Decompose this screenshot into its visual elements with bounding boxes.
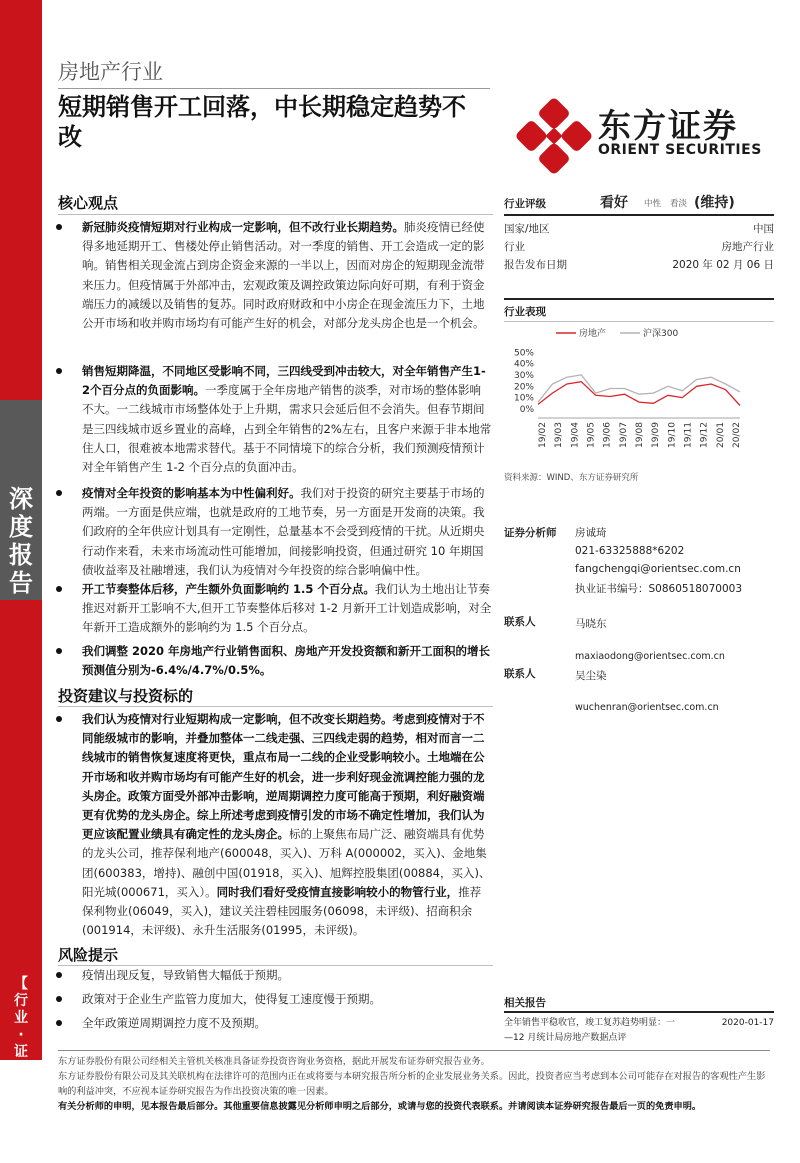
analyst-email[interactable]: fangchengqi@orientsec.com.cn	[575, 563, 741, 575]
perf-divider-top	[504, 298, 774, 300]
x-tick-label: 20/02	[732, 422, 742, 448]
info-value-industry: 房地产行业	[721, 241, 774, 253]
y-tick-label: 0%	[519, 404, 534, 415]
related-title: 相关报告	[504, 997, 546, 1009]
invest-paragraph: 我们认为疫情对行业短期构成一定影响，但不改变长期趋势。考虑到疫情对于不同能级城市的影响，并叠加整体一二线走强、三四线走弱的趋势，相对而言一二线城市的销售恢复速度将更快，重点布局一二线的企业受影响较小。土地端在公开市场和收并购市场均有可能产生好的机会，进一步利好现金流调控能力强的龙头房企。政策方面受外部冲击影响，逆周期调控力度可能高于预期，利好融资端更有优势的龙头房企。综上所述考虑到疫情引发的市场不确定性增加，我们认为更应该配置业绩具有确定性的龙头房企。标的上聚焦布局广泛、融资端具有优势的龙头公司，推荐保利地产(600048，买入)、万科 A(000002，买入)、金地集团(600383，增持)、融创中国(01918，买入)、旭辉控股集团(00884，买入)、阳光城(000671，买入）。同时我们看好受疫情直接影响较小的物管行业，推荐保利物业(06049，买入)，建议关注碧桂园服务(06098，未评级)、招商积余(001914，未评级)、永升生活服务(01995，未评级)。	[62, 710, 492, 940]
info-key-industry: 行业	[504, 241, 525, 253]
footer-disclaimer: 东方证券股份有限公司经相关主管机关核准具备证券投资咨询业务资格，据此开展发布证券研究报告业务。 东方证券股份有限公司及其关联机构在法律许可的范围内正在或将要与本研究报告所分析的企业发展业务关系。因此，投资者应当考虑到本公司可能存在对报告的客观性产生影响的利益冲突，不应视本证券研究报告为作出投资决策的唯一因素。 有关分析师的申明，见本报告最后部分。其他重要信息披露见分析师申明之后部分，或请与您的投资代表联系。并请阅读本证券研究报告最后一页的免责申明。	[58, 1056, 766, 1112]
invest-divider	[58, 706, 493, 707]
info-key-date: 报告发布日期	[504, 259, 567, 271]
report-title: 短期销售开工回落，中长期稳定趋势不 改	[58, 93, 466, 151]
core-viewpoint-title: 核心观点	[58, 194, 119, 212]
series-line	[538, 375, 740, 402]
bullet-icon	[56, 224, 62, 230]
x-tick-label: 20/01	[715, 422, 726, 448]
analyst-name: 房诚琦	[575, 527, 607, 539]
report-category-vertical: 【 行 业 · 证 券 研 究 报 告 】	[14, 976, 28, 1162]
info-value-date: 2020 年 02 月 06 日	[672, 259, 774, 271]
bullet-icon	[56, 1020, 62, 1026]
contact-block-1	[504, 612, 774, 662]
rating-option-neutral: 中性	[644, 199, 662, 209]
rating-value: 看好	[600, 195, 628, 211]
x-tick-label: 19/12	[699, 422, 710, 448]
perf-divider	[504, 321, 774, 322]
y-tick-label: 50%	[513, 348, 534, 359]
y-tick-label: 10%	[513, 393, 534, 404]
analyst-phone: 021-63325888*6202	[575, 545, 685, 557]
core-point-2: 销售短期降温，不同地区受影响不同，三四线受到冲击较大，对全年销售产生1-2个百分点的负面影响。一季度属于全年房地产销售的淡季，对市场的整体影响不大。一二线城市市场整体处于上升期，需求只会延后但不会消失。但春节期间是三四线城市返乡置业的高峰，占到全年销售的2%左右，且客户来源于非本地常住人口，很难被本地需求替代。基于不同情境下的综合分析，我们预测疫情预计对全年销售产生 1-2 个百分点的负面冲击。	[62, 362, 492, 477]
x-tick-label: 19/03	[554, 422, 565, 448]
x-tick-label: 19/05	[586, 422, 597, 448]
rating-row	[504, 192, 774, 212]
info-table	[504, 221, 774, 281]
rating-divider	[504, 214, 774, 216]
invest-section-title: 投资建议与投资标的	[58, 687, 194, 705]
bullet-icon	[56, 996, 62, 1002]
x-tick-label: 19/11	[683, 422, 694, 448]
contact-email[interactable]: wuchenran@orientsec.com.cn	[575, 702, 719, 713]
risk-item-2: 政策对于企业生产监管力度加大，使得复工速度慢于预期。	[62, 990, 492, 1009]
bullet-icon	[56, 586, 62, 592]
related-report-date: 2020-01-17	[721, 1018, 774, 1028]
footer-divider	[58, 1050, 770, 1051]
contact-name: 马晓东	[575, 618, 607, 630]
risk-item-1: 疫情出现反复，导致销售大幅低于预期。	[62, 966, 492, 985]
related-divider	[504, 1011, 774, 1013]
logo-name-en: ORIENT SECURITIES	[598, 142, 762, 158]
x-tick-label: 19/09	[651, 422, 662, 448]
industry-label: 房地产行业	[58, 60, 163, 84]
x-tick-label: 19/02	[538, 422, 548, 448]
chart-source: 资料来源：WIND、东方证券研究所	[504, 473, 639, 483]
legend-label: 沪深300	[643, 329, 679, 339]
info-key-region: 国家/地区	[504, 223, 550, 235]
analyst-cert: 执业证书编号：S0860518070003	[575, 583, 743, 595]
bullet-icon	[56, 972, 62, 978]
bullet-icon	[56, 368, 62, 374]
bullet-icon	[56, 648, 62, 654]
logo-name-cn: 东方证券	[598, 106, 738, 145]
x-tick-label: 19/07	[618, 422, 629, 448]
analyst-block	[504, 525, 774, 605]
core-point-3: 疫情对全年投资的影响基本为中性偏利好。我们对于投资的研究主要基于市场的两端。一方面是供应端，也就是政府的工地节奏，另一方面是开发商的决策。我们政府的全年供应计划具有一定刚性，总量基本不会受到疫情的干扰。从近期央行动作来看，未来市场流动性可能增加，间接影响投资，但通过研究 10 年期国债收益率及社融增速，我们认为疫情对今年投资的综合影响偏中性。	[62, 484, 492, 580]
rating-label: 行业评级	[504, 198, 546, 210]
x-tick-label: 19/04	[570, 422, 581, 448]
x-tick-label: 19/10	[667, 422, 678, 448]
related-report-title: 全年销售平稳收官，竣工复苏趋势明显：一	[504, 1018, 676, 1028]
report-type-vertical: 深 度 报 告	[9, 485, 33, 597]
contact-label: 联系人	[504, 668, 536, 680]
contact-block-2	[504, 664, 774, 724]
rating-option-negative: 看淡	[670, 199, 688, 209]
info-value-region: 中国	[753, 223, 774, 235]
related-report-subtitle: —12 月统计局房地产数据点评	[504, 1033, 627, 1043]
risk-section-title: 风险提示	[58, 946, 119, 964]
y-tick-label: 30%	[513, 370, 534, 381]
bullet-icon	[56, 490, 62, 496]
y-tick-label: 40%	[513, 359, 534, 370]
bullet-icon	[56, 716, 62, 722]
title-divider	[58, 88, 490, 89]
related-report-item[interactable]	[504, 1016, 774, 1052]
rating-maintain: (维持)	[694, 195, 735, 211]
core-divider	[58, 214, 493, 215]
perf-title: 行业表现	[504, 306, 546, 318]
contact-email[interactable]: maxiaodong@orientsec.com.cn	[575, 651, 725, 662]
x-tick-label: 19/08	[635, 422, 645, 448]
core-point-1: 新冠肺炎疫情短期对行业构成一定影响，但不改行业长期趋势。肺炎疫情已经使得多地延期开工、售楼处停止销售活动。对一季度的销售、开工会造成一定的影响。销售相关现金流占到房企资金来源的一半以上，因而对房企的短期现金流带来压力。但疫情属于外部冲击，宏观政策及调控政策边际向好可期，有利于资金端压力的减缓以及销售的复苏。同时政府财政和中小房企在现金流压力下，土地公开市场和收并购市场均有可能产生好的机会，对部分龙头房企也是一个机会。	[62, 218, 492, 333]
analyst-label: 证券分析师	[504, 527, 557, 539]
core-point-5: 我们调整 2020 年房地产行业销售面积、房地产开发投资额和新开工面积的增长预测值分别为-6.4%/4.7%/0.5%。	[62, 642, 492, 680]
side-bar-top	[0, 0, 42, 400]
x-tick-label: 19/06	[602, 422, 613, 448]
y-tick-label: 20%	[513, 382, 534, 393]
orient-logo-icon	[515, 97, 593, 175]
contact-name: 吴尘染	[575, 670, 607, 682]
industry-performance-chart	[504, 324, 774, 464]
contact-label: 联系人	[504, 616, 536, 628]
legend-label: 房地产	[579, 329, 607, 339]
risk-item-3: 全年政策逆周期调控力度不及预期。	[62, 1014, 492, 1033]
core-point-4: 开工节奏整体后移，产生额外负面影响约 1.5 个百分点。我们认为土地出让节奏推迟对新开工影响不大,但开工节奏整体后移对 1-2 月新开工计划造成影响，对全年新开工造成额外的影响约为 1.5 个百分点。	[62, 580, 492, 638]
